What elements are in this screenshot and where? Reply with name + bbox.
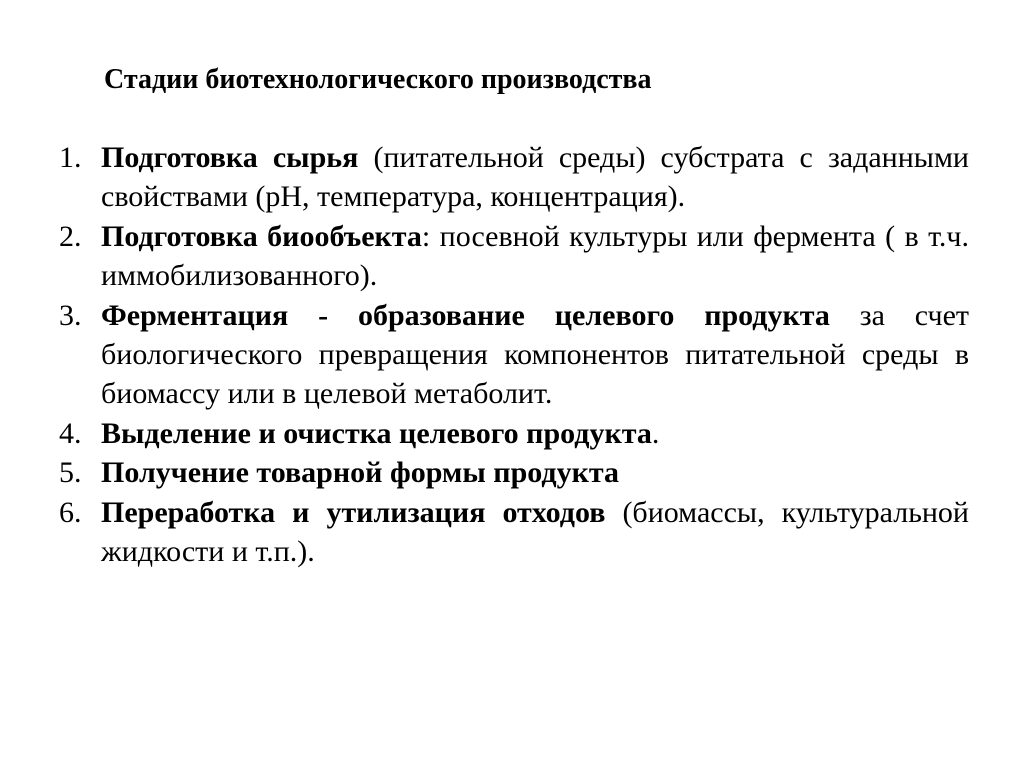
item-number: 4. bbox=[59, 416, 82, 450]
item-text: (питательной среды) субстрата с заданными свойствами (pH, температура, концентрация). bbox=[101, 141, 969, 214]
item-text: : посевной культуры или фермента ( в т.ч. иммобилизованного). bbox=[101, 219, 970, 293]
stages-list bbox=[59, 138, 969, 571]
list-item bbox=[59, 217, 969, 296]
item-text: (биомассы, культуральной жидкости и т.п.). bbox=[101, 495, 969, 569]
item-heading: Выделение и очистка целевого продукта bbox=[101, 416, 652, 450]
list-item bbox=[59, 414, 969, 453]
list-item bbox=[59, 453, 969, 492]
list-item bbox=[59, 493, 969, 572]
item-heading: Переработка и утилизация отходов bbox=[101, 495, 606, 529]
item-number: 6. bbox=[59, 495, 82, 529]
slide-title: Стадии биотехнологического производства bbox=[104, 64, 652, 95]
item-heading: Подготовка биообъекта bbox=[101, 219, 422, 253]
item-number: 3. bbox=[59, 298, 82, 332]
list-item bbox=[59, 138, 969, 217]
item-text: . bbox=[651, 416, 660, 450]
item-number: 5. bbox=[59, 456, 82, 490]
item-text: за счет биологического превращения компонентов питательной среды в биомассу или в целевой метаболит. bbox=[101, 298, 969, 411]
list-item bbox=[59, 296, 969, 414]
item-number: 2. bbox=[59, 219, 82, 253]
item-heading: Получение товарной формы продукта bbox=[101, 456, 619, 490]
item-heading: Ферментация - образование целевого продукта bbox=[101, 298, 830, 332]
item-heading: Подготовка сырья bbox=[101, 141, 359, 174]
item-number: 1. bbox=[59, 141, 82, 174]
